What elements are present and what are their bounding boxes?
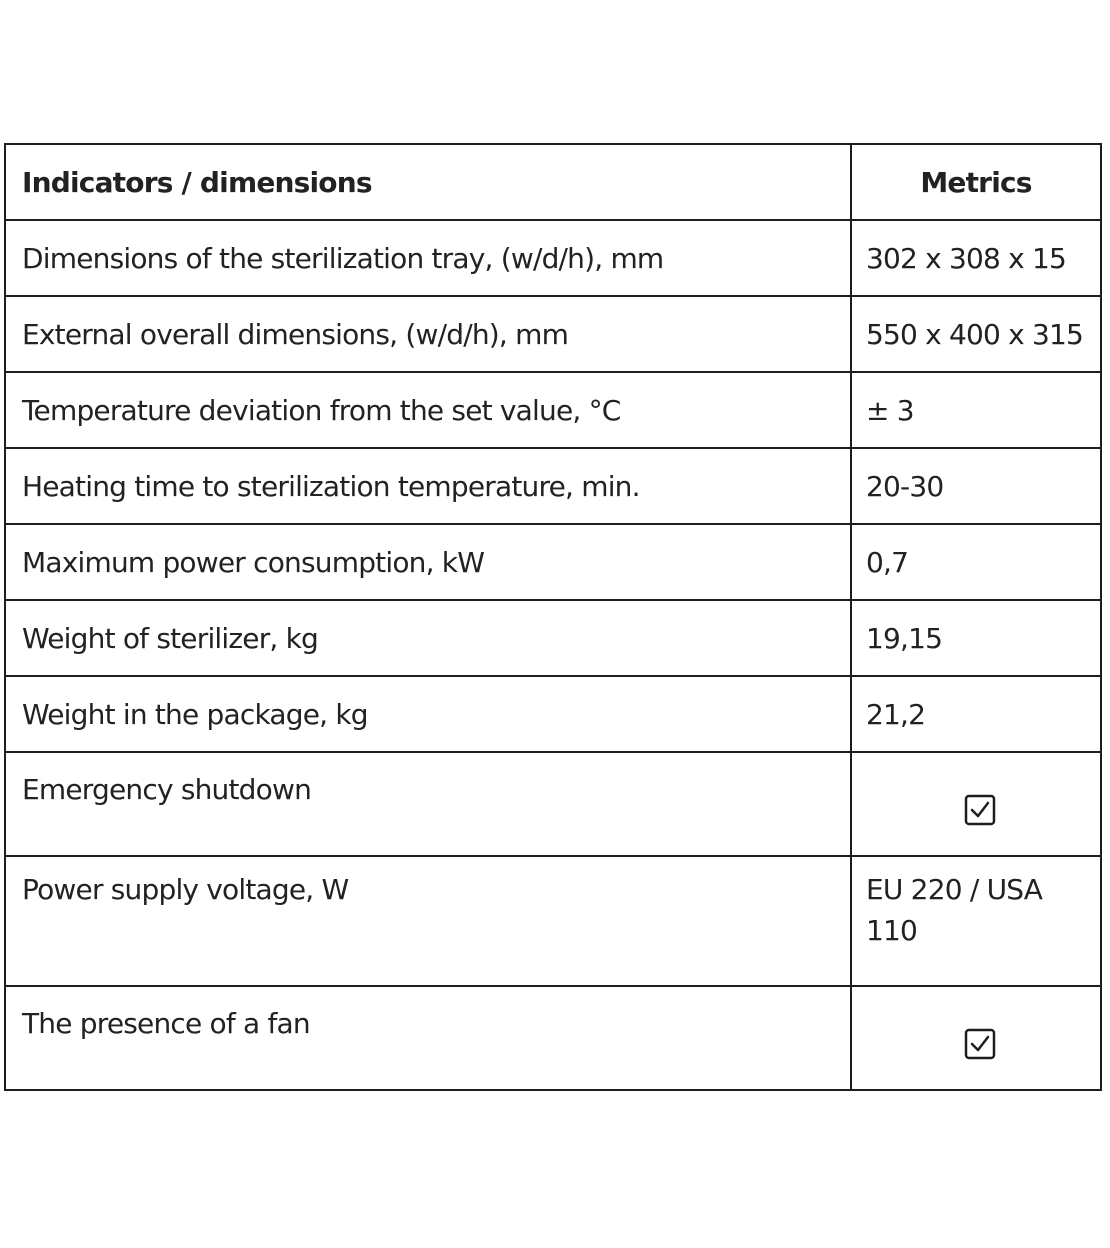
table-row [5,986,1101,1090]
row-label: Weight of sterilizer, kg [5,600,851,676]
row-label: Emergency shutdown [5,752,851,856]
table-row [5,220,1101,296]
row-metric: 550 x 400 x 315 [851,296,1101,372]
checkbox-checked-icon [964,794,996,826]
row-metric [851,986,1101,1090]
table-row [5,524,1101,600]
row-label: Heating time to sterilization temperature, min. [5,448,851,524]
table-row [5,296,1101,372]
table-row [5,372,1101,448]
table-row [5,676,1101,752]
row-metric: 19,15 [851,600,1101,676]
table-row [5,856,1101,986]
table-row [5,752,1101,856]
row-metric: ± 3 [851,372,1101,448]
row-label: Power supply voltage, W [5,856,851,986]
row-label: Dimensions of the sterilization tray, (w/d/h), mm [5,220,851,296]
table-row [5,600,1101,676]
row-metric: 302 x 308 x 15 [851,220,1101,296]
row-label: The presence of a fan [5,986,851,1090]
table-row [5,448,1101,524]
specifications-table [4,143,1102,1091]
header-indicators: Indicators / dimensions [5,144,851,220]
table-header-row [5,144,1101,220]
row-label: Weight in the package, kg [5,676,851,752]
checkbox-checked-icon [964,1028,996,1060]
row-label: External overall dimensions, (w/d/h), mm [5,296,851,372]
row-metric [851,752,1101,856]
row-label: Temperature deviation from the set value, °С [5,372,851,448]
row-metric: 0,7 [851,524,1101,600]
row-metric: EU 220 / USA 110 [851,856,1101,986]
header-metrics: Metrics [851,144,1101,220]
row-metric: 20-30 [851,448,1101,524]
row-label: Maximum power consumption, kW [5,524,851,600]
row-metric: 21,2 [851,676,1101,752]
